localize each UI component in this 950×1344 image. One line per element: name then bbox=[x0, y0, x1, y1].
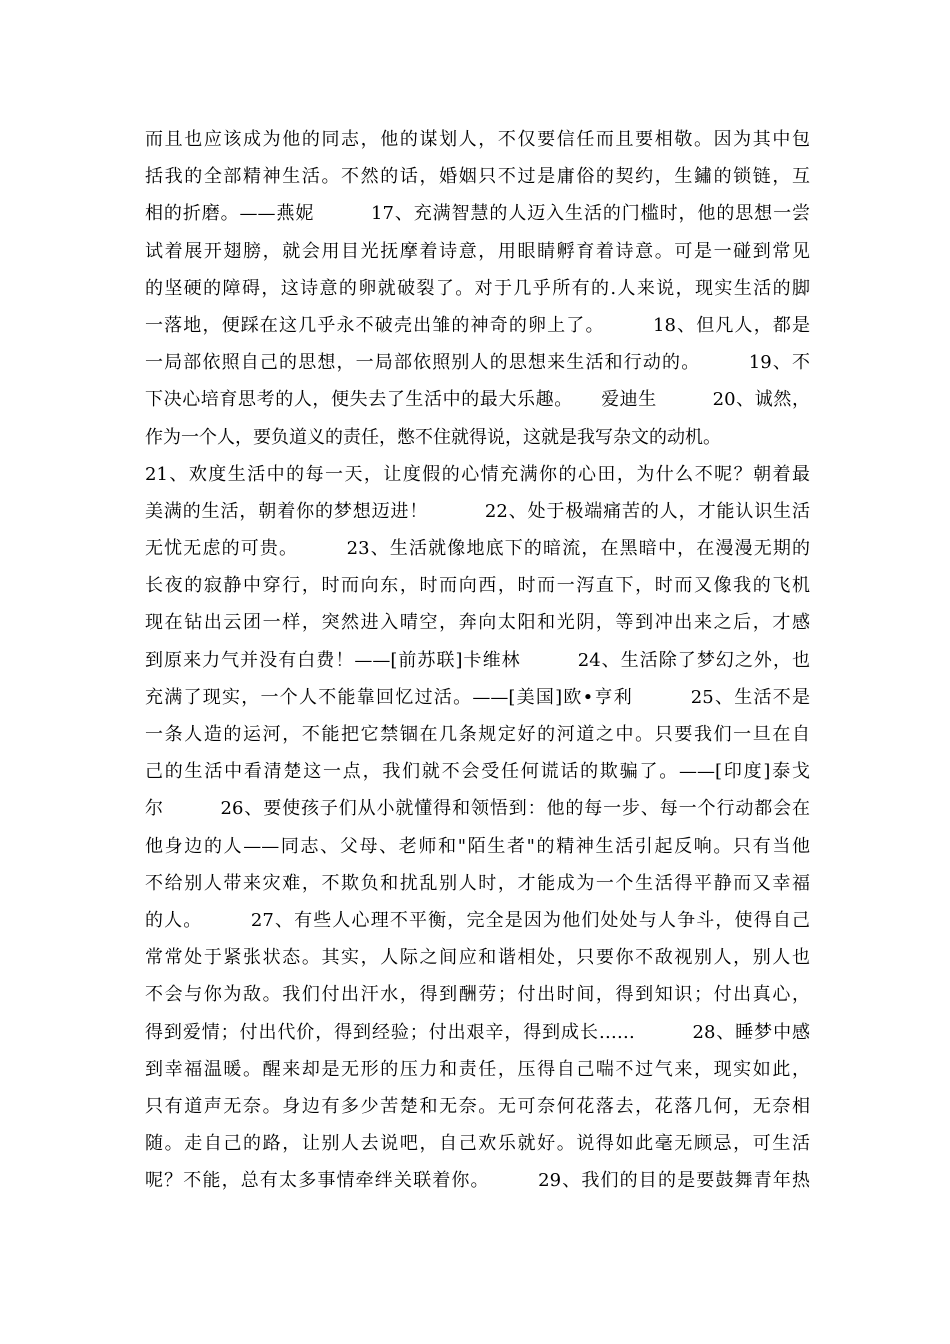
text-line: 随。走自己的路，让别人去说吧，自己欢乐就好。说得如此毫无顾忌，可生活 bbox=[145, 1133, 810, 1155]
text-line: 现在钻出云团一样，突然进入晴空，奔向太阳和光阴，等到冲出来之后，才感 bbox=[145, 612, 810, 634]
text-line: 一条人造的运河，不能把它禁锢在几条规定好的河道之中。只要我们一旦在自 bbox=[145, 724, 810, 745]
text-line: 的坚硬的障碍，这诗意的卵就破裂了。对于几乎所有的.人来说，现实生活的脚 bbox=[145, 277, 810, 299]
text-line: 试着展开翅膀，就会用目光抚摩着诗意，用眼睛孵育着诗意。可是一碰到常见 bbox=[145, 240, 810, 262]
text-line: 美满的生活，朝着你的梦想迈进！ 22、处于极端痛苦的人，才能认识生活 bbox=[145, 500, 810, 522]
text-line: 一落地，便踩在这几乎永不破壳出雏的神奇的卵上了。 18、但凡人，都是 bbox=[145, 314, 810, 336]
text-line: 一局部依照自己的思想，一局部依照别人的思想来生活和行动的。 19、不 bbox=[145, 352, 810, 374]
text-line: 到原来力气并没有白费！——[前苏联]卡维林 24、生活除了梦幻之外，也 bbox=[145, 649, 810, 671]
text-line: 不会与你为敌。我们付出汗水，得到酬劳；付出时间，得到知识；付出真心， bbox=[145, 984, 810, 1006]
text-line: 括我的全部精神生活。不然的话，婚姻只不过是庸俗的契约，生鏽的锁链，互 bbox=[145, 166, 810, 188]
text-line: 呢？不能，总有太多事情牵绊关联着你。 29、我们的目的是要鼓舞青年热 bbox=[145, 1170, 810, 1192]
text-line: 的人。 27、有些人心理不平衡，完全是因为他们处处与人争斗，使得自己 bbox=[145, 909, 810, 931]
text-line: 相的折磨。——燕妮 17、充满智慧的人迈入生活的门槛时，他的思想一尝 bbox=[145, 203, 810, 225]
text-line: 到幸福温暖。醒来却是无形的压力和责任，压得自己喘不过气来，现实如此， bbox=[145, 1058, 810, 1080]
text-line: 他身边的人——同志、父母、老师和"陌生者"的精神生活引起反响。只有当他 bbox=[145, 835, 810, 857]
text-line: 尔 26、要使孩子们从小就懂得和领悟到：他的每一步、每一个行动都会在 bbox=[145, 798, 810, 820]
text-line: 只有道声无奈。身边有多少苦楚和无奈。无可奈何花落去，花落几何，无奈相 bbox=[145, 1095, 810, 1117]
text-line: 常常处于紧张状态。其实，人际之间应和谐相处，只要你不敌视别人，别人也 bbox=[145, 947, 810, 969]
text-line: 无忧无虑的可贵。 23、生活就像地底下的暗流，在黑暗中，在漫漫无期的 bbox=[145, 538, 810, 560]
text-line: 21、欢度生活中的每一天，让度假的心情充满你的心田，为什么不呢？朝着最 bbox=[145, 463, 810, 485]
text-line: 充满了现实，一个人不能靠回忆过活。——[美国]欧•亨利 25、生活不是 bbox=[145, 686, 810, 708]
text-line: 得到爱情；付出代价，得到经验；付出艰辛，得到成长…… 28、睡梦中感 bbox=[145, 1021, 810, 1043]
text-line: 己的生活中看清楚这一点，我们就不会受任何谎话的欺骗了。——[印度]泰戈 bbox=[145, 761, 810, 783]
body-text bbox=[145, 121, 810, 1199]
text-line: 长夜的寂静中穿行，时而向东，时而向西，时而一泻直下，时而又像我的飞机 bbox=[145, 575, 810, 597]
text-line: 作为一个人，要负道义的责任，憋不住就得说，这就是我写杂文的动机。 bbox=[145, 426, 721, 448]
text-line: 下决心培育思考的人，便失去了生活中的最大乐趣。 爱迪生 20、诚然， bbox=[145, 389, 810, 411]
text-line: 而且也应该成为他的同志，他的谋划人，不仅要信任而且要相敬。因为其中包 bbox=[145, 129, 810, 150]
text-line: 不给别人带来灾难，不欺负和扰乱别人时，才能成为一个生活得平静而又幸福 bbox=[145, 872, 810, 894]
